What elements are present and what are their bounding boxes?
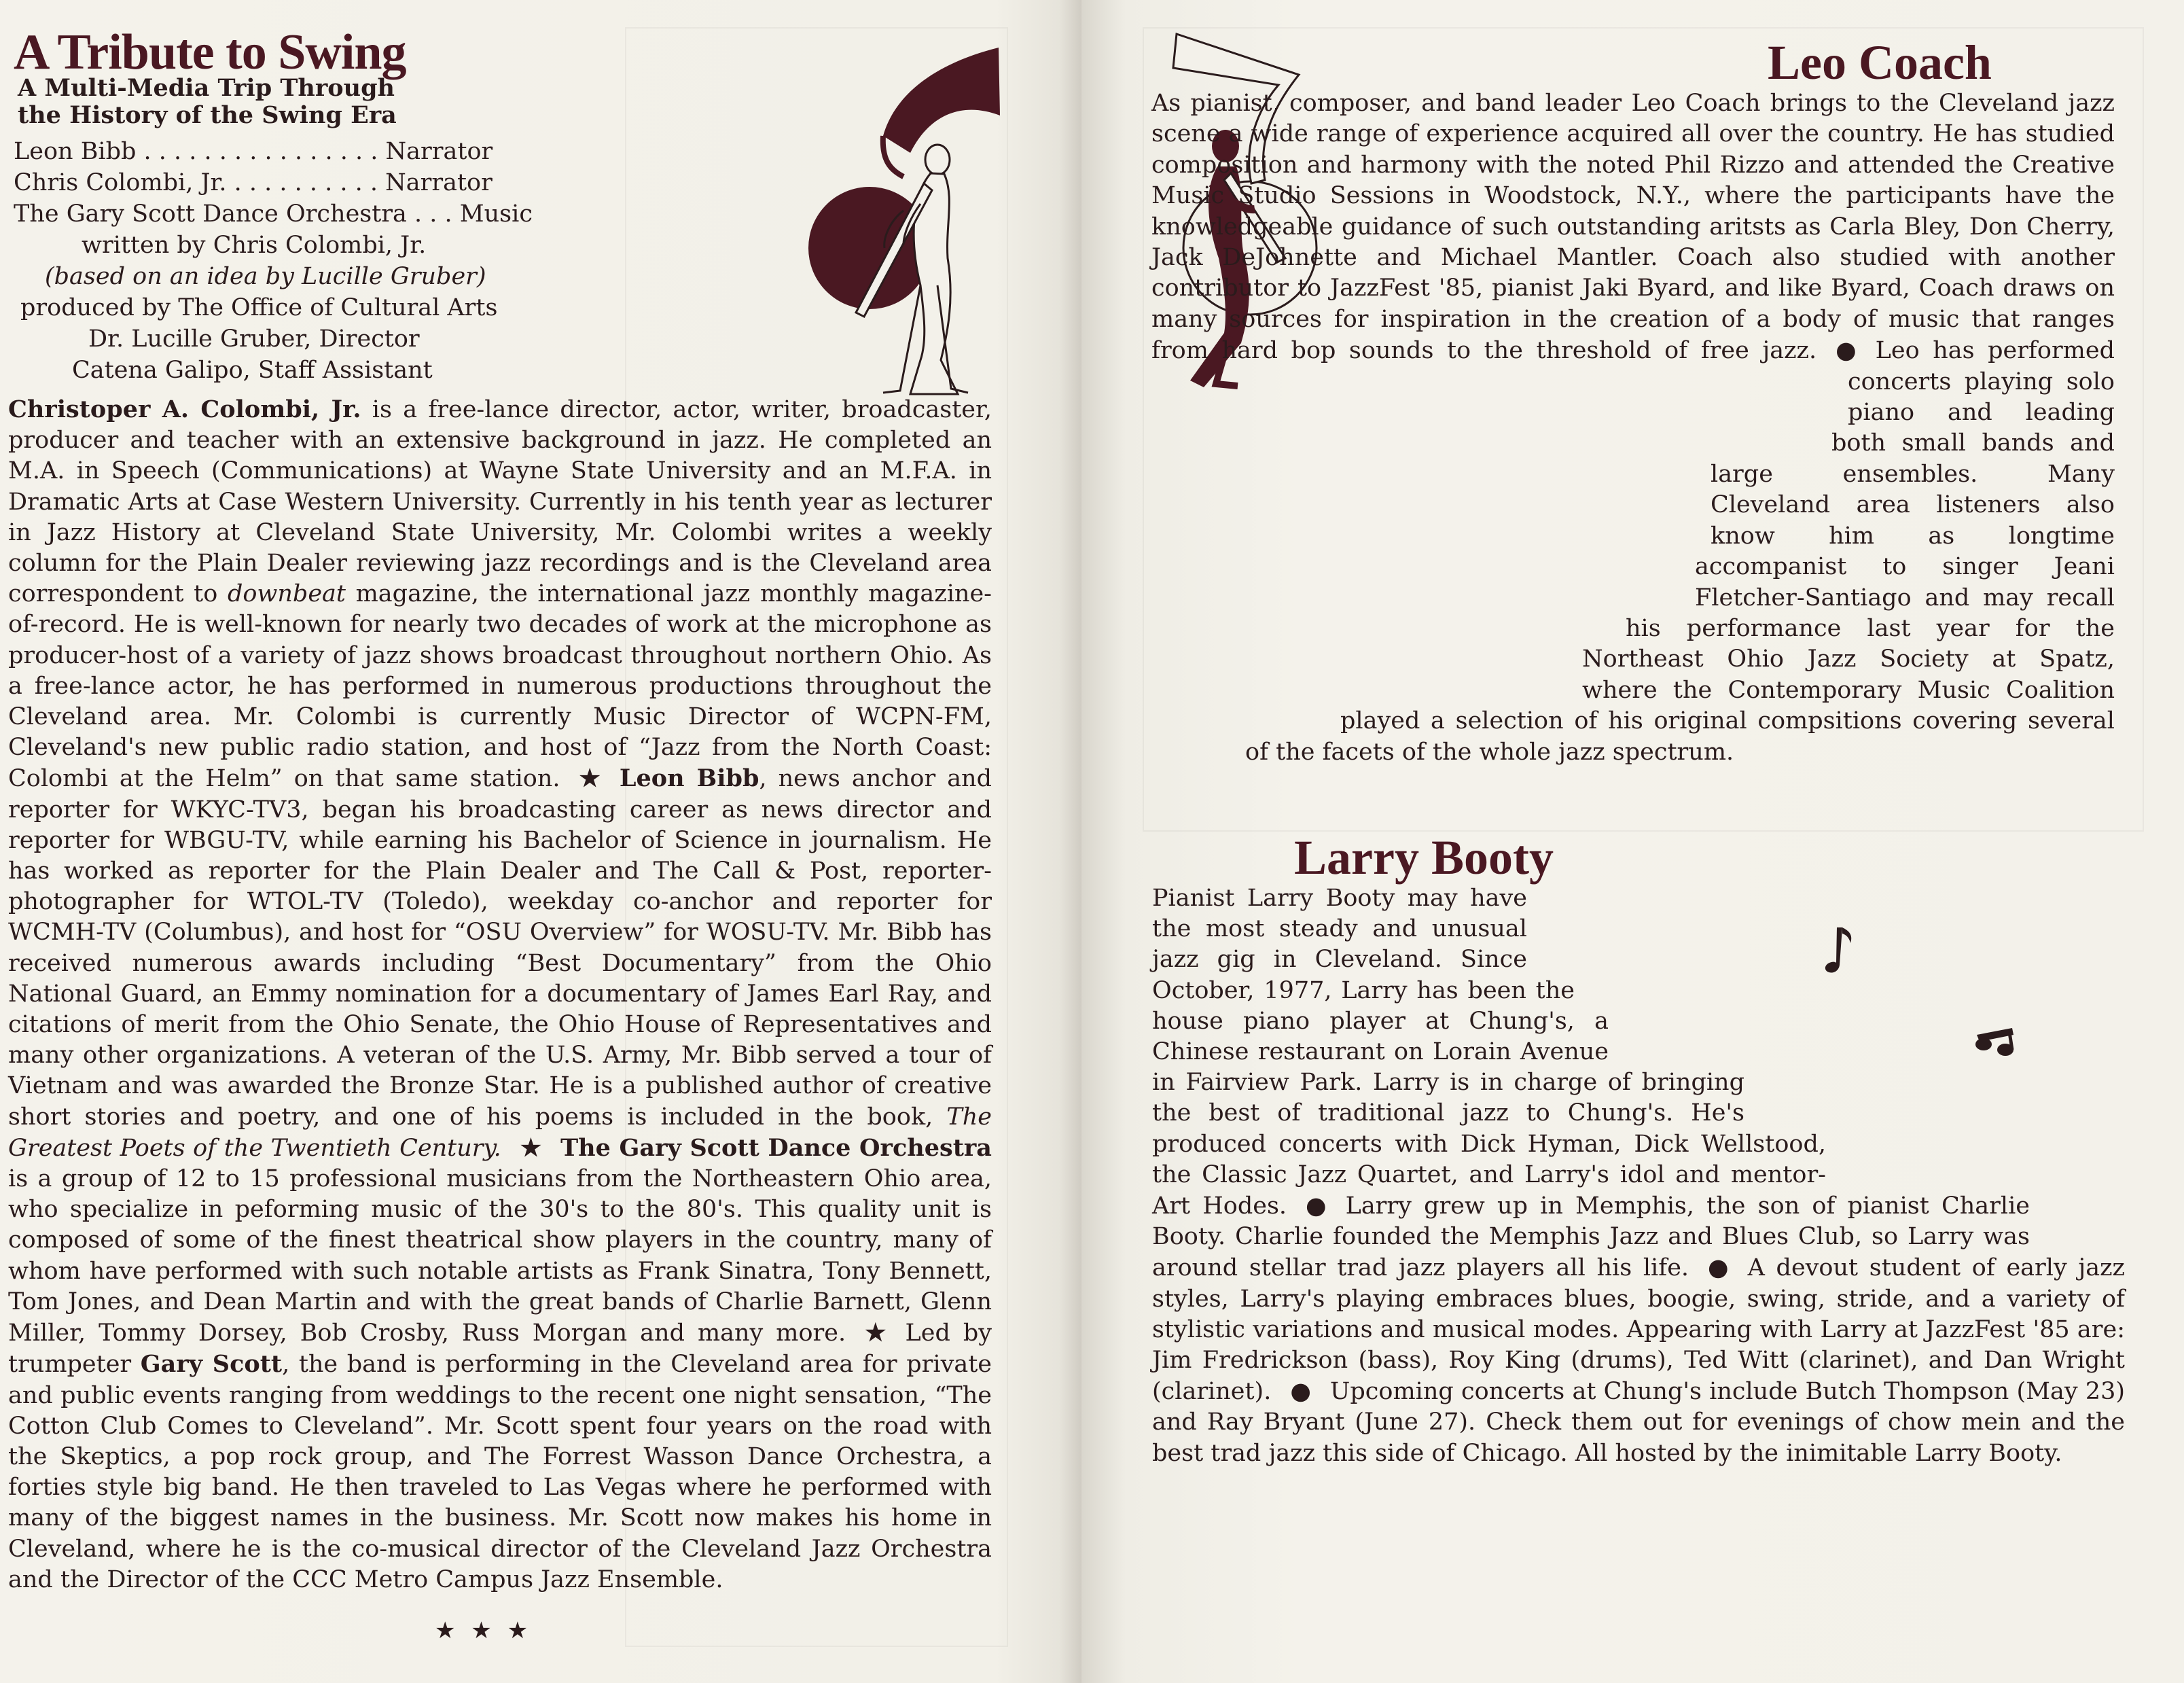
scott-bio-intro: Led by trumpeter	[8, 1319, 992, 1379]
downbeat-magazine: downbeat	[227, 580, 346, 608]
end-stars: ★ ★ ★	[435, 1617, 533, 1644]
leo-coach-title: Leo Coach	[1768, 35, 1992, 90]
bullet-separator: ●	[1836, 336, 1857, 365]
bibb-bio: , news anchor and reporter for WKYC-TV3, began his broadcasting career as news director and reporter for WBGU-TV, while earning his Bachelor of Science in journalism. He has worked as reporter for the Plain Dealer and The Call & Post, reporter-photographer for WTOL-TV (Toledo), weekday co-anchor and reporter for WCMH-TV (Columbus), and host for “OSU Overview” for WOSU-TV. Mr. Bibb has received numerous awards including “Best Documentary” from the Ohio National Guard, an Emmy nomination for a documentary of James Earl Ray, and citations of merit from the Ohio Senate, the Ohio House of Representatives and many other organizations. A veteran of the U.S. Army, Mr. Bibb served a tour of Vietnam and was awarded the Bronze Star. He is a published author of creative short stories and poetry, and one of his poems is included in the book,	[8, 765, 992, 1131]
credit-line: The Gary Scott Dance Orchestra . . . Music	[14, 200, 533, 228]
booty-bio-part-3: A devout student of early jazz styles, Larry's playing embraces blues, boogie, swing, stride, and a variety of stylistic variations and musical modes. Appearing with Larry at JazzFest '85 are: Jim Fredrickson (bass), Roy King (drums), Ted Witt (clarinet), and Dan Wright (clarinet).	[1152, 1254, 2126, 1406]
bullet-separator: ●	[1306, 1192, 1327, 1220]
star-separator: ★	[579, 764, 601, 793]
orchestra-name: The Gary Scott Dance Orchestra	[560, 1133, 992, 1162]
bullet-separator: ●	[1290, 1377, 1311, 1406]
booty-bio-part-4: Upcoming concerts at Chung's include Butch Thompson (May 23) and Ray Bryant (June 27). Check them out for evenings of chow mein and the best trad jazz this side of Chicago. All hosted by the inimitable Larry Booty.	[1152, 1378, 2125, 1467]
colombi-bio-continued: magazine, the international jazz monthly magazine-of-record. He is well-known for nearly two decades of work at the microphone as producer-host of a variety of jazz shows broadcast throughout northern Ohio. As a free-lance actor, he has performed in numerous productions throughout the Cleveland area. Mr. Colombi is currently Music Director of WCPN-FM, Cleveland's new public radio station, and host of “Jazz from the North Coast: Colombi at the Helm” on that same station.	[8, 580, 992, 793]
coach-bio-part-2: Leo has performed concerts playing solo piano and leading both small bands and large ensembles. Many Cleveland area listeners also know him as longtime accompanist to singer Jeani Fletcher-Santiago and may recall his performance last year for the Northeast Ohio Jazz Society at Spatz, where the Contemporary Music Coalition played a selection of his original compsitions covering several of the facets of the whole jazz spectrum.	[1245, 337, 2115, 766]
bullet-separator: ●	[1708, 1254, 1729, 1282]
coach-bio-part-1: As pianist, composer, and band leader Leo Coach brings to the Cleveland jazz scene a wide range of experience acquired all over the country. He has studied composition and harmony with the noted Phil Rizzo and attended the Creative Music Studio Sessions in Woodstock, N.Y., where the participants have the knowledgeable guidance of such outstanding aritsts as Carla Bley, Don Cherry, Jack DeJohnette and Michael Mantler. Coach also studied with another contributor to JazzFest '85, pianist Jaki Byard, and like Byard, Coach draws on many sources for inspiration in the creation of a body of music that ranges from hard bop sounds to the threshold of free jazz.	[1151, 90, 2115, 365]
credit-line: Chris Colombi, Jr. . . . . . . . . . . Narrator	[14, 169, 493, 196]
right-page	[1081, 0, 2184, 1683]
larry-booty-title: Larry Booty	[1294, 830, 1554, 885]
bibb-name: Leon Bibb	[619, 764, 759, 793]
star-separator: ★	[520, 1133, 542, 1162]
orchestra-bio: is a group of 12 to 15 professional musicians from the Northeastern Ohio area, who specialize in peforming music of the 30's to the 80's. This quality unit is composed of some of the finest theatrical show players in the country, many of whom have performed with such notable artists as Frank Sinatra, Tony Bennett, Tom Jones, and Dean Martin and with the great bands of Charlie Barnett, Glenn Miller, Tommy Dorsey, Bob Crosby, Russ Morgan and many more.	[8, 1165, 992, 1347]
credits-list	[14, 136, 533, 386]
credit-line: produced by The Office of Cultural Arts	[20, 294, 498, 321]
larry-booty-paragraph	[1152, 883, 2125, 1469]
tribute-title: A Tribute to Swing	[14, 24, 406, 80]
bios-paragraph	[8, 394, 992, 1595]
star-separator: ★	[865, 1319, 887, 1347]
booty-bio-part-2: Larry grew up in Memphis, the son of pianist Charlie Booty. Charlie founded the Memphis Jazz and Blues Club, so Larry was around stellar trad jazz players all his life.	[1152, 1192, 2030, 1282]
scott-bio: , the band is performing in the Cleveland area for private and public events ranging from weddings to the recent one night sensation, “The Cotton Club Comes to Cleveland”. Mr. Scott spent four years on the road with the Skeptics, a pop rock group, and The Forrest Wasson Dance Orchestra, a forties style big band. He then traveled to Las Vegas where he performed with many of the biggest names in the business. Mr. Scott now makes his home in Cleveland, where he is the co-musical director of the Cleveland Jazz Orchestra and the Director of the CCC Metro Campus Jazz Ensemble.	[8, 1351, 992, 1593]
subtitle-line-1: A Multi-Media Trip Through	[18, 74, 395, 102]
scott-name: Gary Scott	[140, 1350, 283, 1379]
booty-bio-part-1: Pianist Larry Booty may have the most steady and unusual jazz gig in Cleveland. Since October, 1977, Larry has been the house piano player at Chung's, a Chinese restaurant on Lorain Avenue in Fairview Park. Larry is in charge of bringing the best of traditional jazz to Chung's. He's produced concerts with Dick Hyman, Dick Wellstood, the Classic Jazz Quartet, and Larry's idol and mentor-Art Hodes.	[1152, 885, 1826, 1220]
tribute-subtitle	[18, 75, 397, 129]
bibb-book-title: The Greatest Poets of the Twentieth Century.	[8, 1103, 992, 1162]
credit-line: Dr. Lucille Gruber, Director	[88, 325, 420, 353]
credit-line: (based on an idea by Lucille Gruber)	[45, 263, 486, 290]
colombi-name: Christoper A. Colombi, Jr.	[8, 395, 361, 423]
colombi-bio: is a free-lance director, actor, writer, broadcaster, producer and teacher with an extensive background in jazz. He completed an M.A. in Speech (Communications) at Wayne State University and an M.F.A. in Dramatic Arts at Case Western University. Currently in his tenth year as lecturer in Jazz History at Cleveland State University, Mr. Colombi writes a weekly column for the Plain Dealer reviewing jazz recordings and is the Cleveland area correspondent to	[8, 396, 992, 608]
leo-coach-paragraph	[1151, 88, 2115, 825]
credit-line: Leon Bibb . . . . . . . . . . . . . . . . Narrator	[14, 138, 493, 165]
left-page	[0, 0, 1081, 1683]
saxophonist-figure	[802, 41, 1005, 408]
credit-line: Catena Galipo, Staff Assistant	[72, 357, 433, 384]
credit-line: written by Chris Colombi, Jr.	[82, 232, 427, 259]
subtitle-line-2: the History of the Swing Era	[18, 101, 397, 129]
